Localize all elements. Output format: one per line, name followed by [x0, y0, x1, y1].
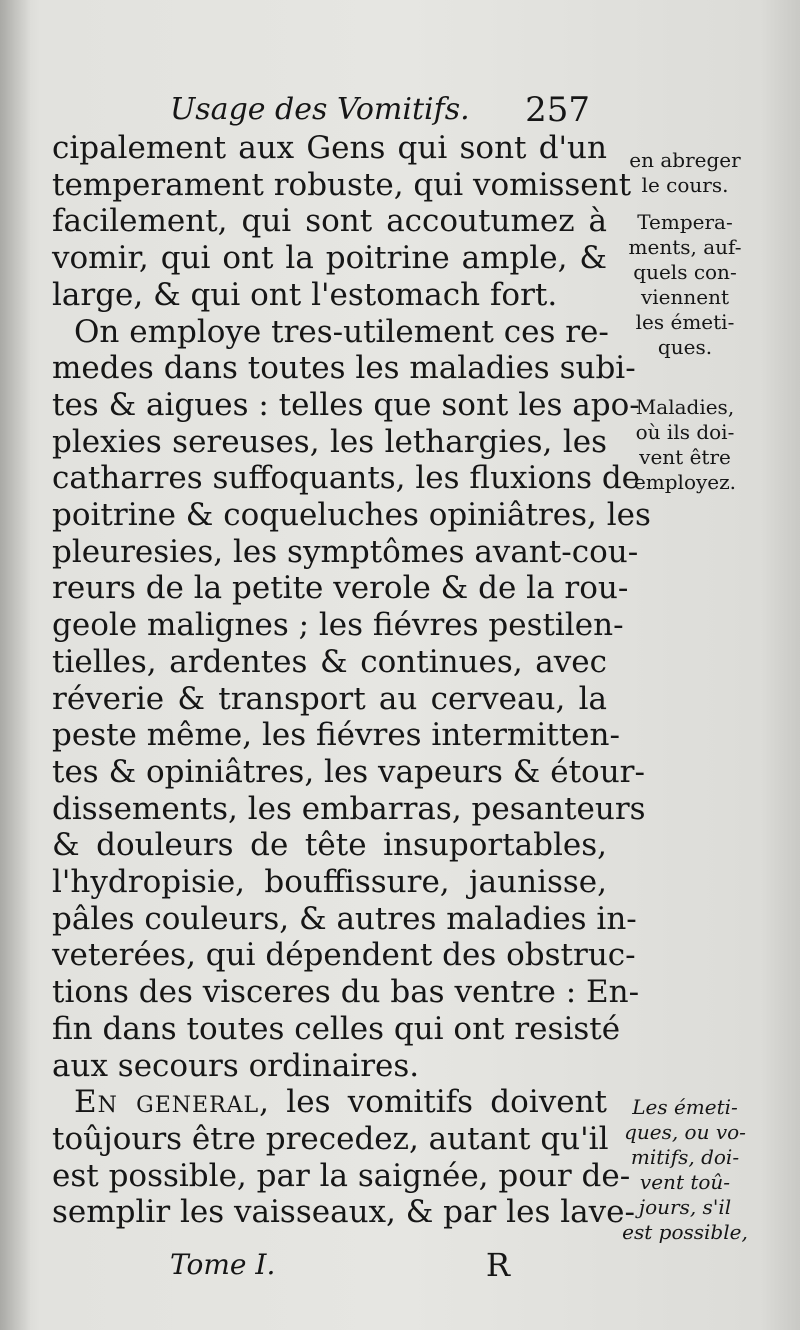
text-line: tes & aigues : telles que sont les apo-: [52, 386, 640, 423]
margin-line: en abreger: [629, 148, 741, 172]
margin-line: ques, ou vo-: [624, 1120, 746, 1144]
text-line: & douleurs de tête insuportables,: [52, 827, 607, 864]
text-line: vomir, qui ont la poitrine ample, &: [52, 240, 607, 277]
text-line: [52, 1084, 607, 1121]
running-title: Usage des Vomitifs.: [170, 92, 470, 127]
text-line: temperament robuste, qui vomissent: [52, 166, 632, 203]
margin-line: ments, auf-: [628, 235, 742, 259]
text-line: tes & opiniâtres, les vapeurs & étour-: [52, 753, 645, 790]
text-line: semplir les vaisseaux, & par les lave-: [52, 1194, 635, 1231]
text-line: pâles couleurs, & autres maladies in-: [52, 900, 637, 937]
margin-line: Maladies,: [635, 395, 735, 419]
volume-label: Tome I.: [170, 1248, 276, 1281]
text-line: peste même, les fiévres intermitten-: [52, 717, 620, 754]
margin-line: quels con-: [633, 260, 737, 284]
margin-line: mitifs, doi-: [630, 1145, 740, 1169]
small-caps-lead: En general: [74, 1084, 260, 1121]
text-line: reurs de la petite verole & de la rou-: [52, 570, 629, 607]
margin-note: [600, 395, 770, 495]
margin-line: est possible,: [622, 1220, 748, 1244]
margin-line: le cours.: [641, 173, 729, 197]
margin-line: Tempera-: [637, 210, 733, 234]
margin-note: [600, 1095, 770, 1245]
margin-note: [600, 148, 770, 198]
text-line: poitrine & coqueluches opiniâtres, les: [52, 497, 651, 534]
text-line: tielles, ardentes & continues, avec: [52, 643, 607, 680]
margin-line: vent être: [639, 445, 731, 469]
page-footer: [170, 1248, 510, 1288]
main-text: [52, 130, 651, 1231]
margin-line: Les émeti-: [632, 1095, 738, 1119]
margin-line: vent toû-: [639, 1170, 731, 1194]
text-line: cipalement aux Gens qui sont d'un: [52, 130, 607, 166]
margin-note: [600, 210, 770, 360]
text-line: geole malignes ; les fiévres pestilen-: [52, 607, 624, 644]
text-line: tions des visceres du bas ventre : En-: [52, 974, 640, 1011]
text-line: est possible, par la saignée, pour de-: [52, 1157, 631, 1194]
page-number: 257: [525, 90, 590, 130]
text-span: , les vomitifs doivent: [259, 1084, 607, 1121]
text-line: fin dans toutes celles qui ont resisté: [52, 1010, 621, 1047]
text-line: aux secours ordinaires.: [52, 1047, 420, 1084]
margin-line: viennent: [640, 285, 730, 309]
margin-line: employez.: [633, 470, 737, 494]
text-line: dissements, les embarras, pesanteurs: [52, 790, 646, 827]
text-line: réverie & transport au cerveau, la: [52, 680, 607, 717]
text-line: plexies sereuses, les lethargies, les: [52, 423, 607, 460]
margin-line: où ils doi-: [635, 420, 735, 444]
text-line: l'hydropisie, bouffissure, jaunisse,: [52, 864, 607, 901]
margin-line: ques.: [657, 335, 713, 359]
text-line: veterées, qui dépendent des obstruc-: [52, 937, 636, 974]
text-line: On employe tres-utilement ces re-: [74, 313, 609, 350]
margin-line: les émeti-: [635, 310, 735, 334]
text-line: catharres suffoquants, les fluxions de: [52, 460, 641, 497]
signature-mark: R: [485, 1246, 510, 1284]
text-line: medes dans toutes les maladies subi-: [52, 350, 636, 387]
text-line: large, & qui ont l'estomach fort.: [52, 276, 558, 313]
gutter-shadow: [0, 0, 30, 1330]
text-line: facilement, qui sont accoutumez à: [52, 203, 607, 240]
text-line: toûjours être precedez, autant qu'il: [52, 1120, 609, 1157]
margin-line: jours, s'il: [638, 1195, 732, 1219]
text-line: pleuresies, les symptômes avant-cou-: [52, 533, 639, 570]
